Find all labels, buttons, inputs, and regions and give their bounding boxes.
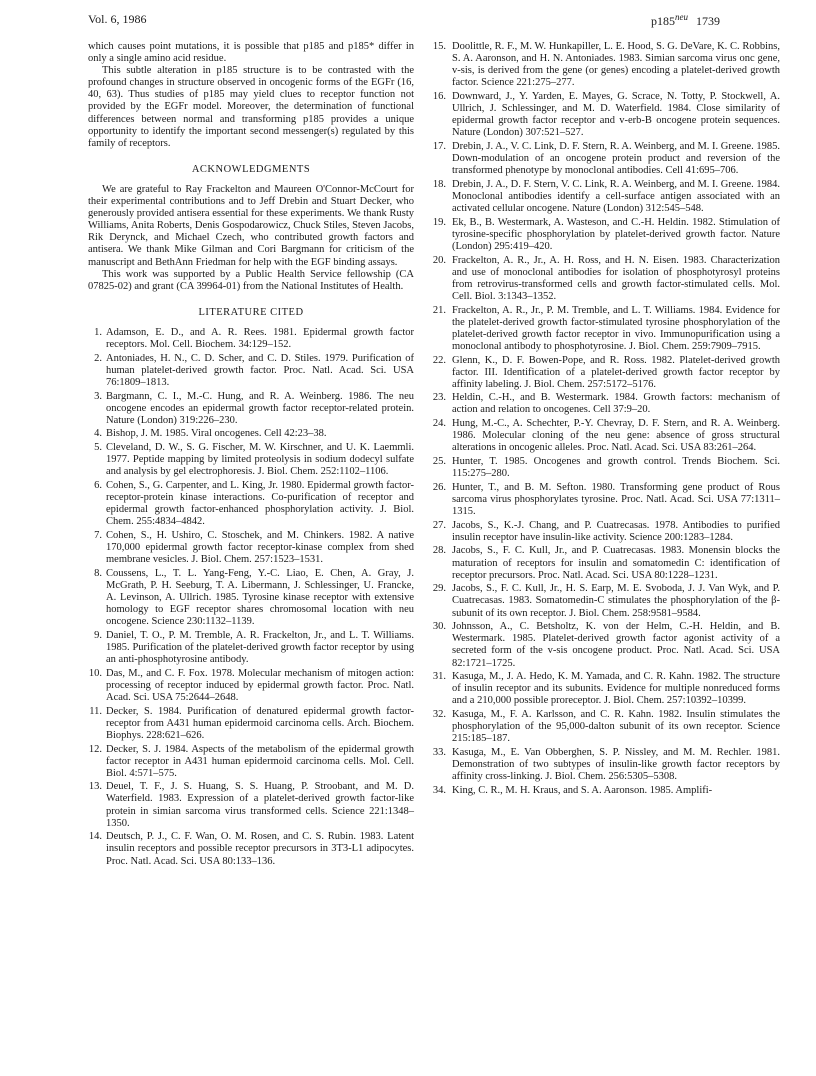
reference-text: Cohen, S., G. Carpenter, and L. King, Jr. 1980. Epidermal growth factor-receptor-protein kinase interactions. Co-purification of receptor and epidermal growth factor-enhanced phosphorylation activity. J. Biol. Chem. 255:4834–4842. [106,479,414,528]
reference-text: Jacobs, S., F. C. Kull, Jr., H. S. Earp, M. E. Svoboda, J. J. Van Wyk, and P. Cuatrecasas. 1983. Somatomedin-C stimulates the phosphorylation of the β-subunit of its own receptor. J. Biol. Chem. 258:9581–9584. [452,583,780,619]
reference-number: 1. [94,326,102,338]
page-number: 1739 [696,14,720,28]
reference-text: Decker, S. 1984. Purification of denatured epidermal growth factor-receptor from A431 human epidermoid carcinoma cells. Arch. Biochem. Biophys. 228:621–626. [106,705,414,741]
reference-text: Deutsch, P. J., C. F. Wan, O. M. Rosen, and C. S. Rubin. 1983. Latent insulin receptors and possible receptor precursors in 3T3-L1 adipocytes. Proc. Natl. Acad. Sci. USA 80:133–136. [106,831,414,867]
reference-item [430,41,780,89]
reference-text: Jacobs, S., K.-J. Chang, and P. Cuatrecasas. 1978. Antibodies to purified insulin receptor have insulin-like activity. Science 200:1283–1284. [452,519,780,543]
reference-number: 32. [432,709,446,721]
reference-text: Frackelton, A. R., Jr., A. H. Ross, and H. N. Eisen. 1983. Characterization and use of monoclonal antibodies for isolation of phosphotyrosyl proteins from retrovirus-transformed cells and growth factor-stimulated cells. Mol. Cell. Biol. 3:1343–1352. [452,254,780,302]
reference-number: 6. [94,479,102,491]
reference-item [88,428,414,440]
reference-list-right [430,41,780,797]
reference-text: Hung, M.-C., A. Schechter, P.-Y. Chevray, D. F. Stern, and R. A. Weinberg. 1986. Molecular cloning of the neu gene: absence of gross structural alterations in oncogenic alleles. Proc. Natl. Acad. Sci. USA 83:261–264. [452,418,780,454]
reference-item [88,668,414,704]
reference-item [88,442,414,478]
reference-item [430,179,780,215]
reference-text: Antoniades, H. N., C. D. Scher, and C. D. Stiles. 1979. Purification of human platelet-derived growth factor. Proc. Natl. Acad. Sci. USA 76:1809–1813. [106,352,414,388]
running-title [651,12,720,29]
reference-number: 26. [432,481,446,493]
reference-text: Coussens, L., T. L. Yang-Feng, Y.-C. Liao, E. Chen, A. Gray, J. McGrath, P. H. Seeburg, T. A. Libermann, J. Schlessinger, U. Francke, A. Levinson, A. Ullrich. 1985. Tyrosine kinase receptor with extensive homology to EGF receptor shares chromosomal location with neu oncogene. Science 230:1132–1139. [106,567,414,628]
acknowledgments-paragraph: This work was supported by a Public Health Service fellowship (CA 07825-02) and grant (CA 39964-01) from the National Institutes of Health. [88,268,414,292]
reference-number: 16. [432,90,446,102]
reference-text: Decker, S. J. 1984. Aspects of the metabolism of the epidermal growth factor receptor in A431 human epidermoid carcinoma cells. Mol. Cell. Biol. 4:571–575. [106,743,414,779]
reference-number: 24. [432,418,446,430]
reference-number: 14. [88,831,102,843]
reference-item [430,583,780,619]
reference-item [88,630,414,666]
acknowledgments-heading: ACKNOWLEDGMENTS [191,163,311,175]
reference-number: 29. [432,583,446,595]
reference-item [88,530,414,566]
reference-item [430,545,780,581]
reference-text: Downward, J., Y. Yarden, E. Mayes, G. Scrace, N. Totty, P. Stockwell, A. Ullrich, J. Schlessinger, and M. D. Waterfield. 1984. Close similarity of epidermal growth factor receptor and v-erb-B oncogene protein sequences. Nature (London) 307:521–527. [452,90,780,139]
reference-number: 18. [432,178,446,190]
reference-number: 7. [94,529,102,541]
reference-number: 4. [94,428,102,440]
reference-item [430,141,780,177]
reference-item [88,781,414,829]
reference-number: 34. [432,784,446,796]
reference-number: 9. [94,629,102,641]
reference-number: 27. [432,519,446,531]
reference-number: 13. [88,781,102,793]
reference-text: Deuel, T. F., J. S. Huang, S. S. Huang, P. Stroobant, and M. D. Waterfield. 1983. Expression of a platelet-derived growth factor-like protein in simian sarcoma virus transformed cells. Science 221:1348–1350. [106,781,414,829]
reference-text: King, C. R., M. H. Kraus, and S. A. Aaronson. 1985. Amplifi- [452,784,713,796]
reference-text: Daniel, T. O., P. M. Tremble, A. R. Frackelton, Jr., and L. T. Williams. 1985. Purification of the platelet-derived growth factor receptor by using an anti-phosphotyrosine antibody. [106,629,414,666]
reference-text: Das, M., and C. F. Fox. 1978. Molecular mechanism of mitogen action: processing of receptor induced by epidermal growth factor. Proc. Natl. Acad. Sci. USA 75:2644–2648. [106,667,414,703]
reference-number: 10. [88,667,102,679]
reference-number: 33. [432,746,446,758]
reference-item [430,621,780,669]
reference-text: Cohen, S., H. Ushiro, C. Stoschek, and M. Chinkers. 1982. A native 170,000 epidermal growth factor receptor-kinase complex from shed membrane vesicles. J. Biol. Chem. 257:1523–1531. [106,529,414,566]
reference-number: 12. [88,743,102,755]
reference-item [430,520,780,544]
reference-item [430,355,780,391]
reference-item [88,391,414,427]
reference-number: 22. [432,354,446,366]
reference-number: 20. [432,254,446,266]
reference-number: 31. [432,671,446,683]
reference-item [88,480,414,528]
reference-text: Doolittle, R. F., M. W. Hunkapiller, L. E. Hood, S. G. DeVare, K. C. Robbins, S. A. Aaronson, and H. N. Antoniades. 1983. Simian sarcoma virus onc gene, v-sis, is derived from the gene (or genes) encoding a platelet-derived growth factor. Science 221:275–277. [452,41,780,89]
reference-text: Glenn, K., D. F. Bowen-Pope, and R. Ross. 1982. Platelet-derived growth factor. III. Identification of a platelet-derived growth factor receptor by affinity labeling. J. Biol. Chem. 257:5172–5176. [452,354,780,390]
reference-item [88,831,414,867]
reference-item [430,255,780,303]
reference-item [430,456,780,480]
volume-label: Vol. 6, 1986 [88,12,147,26]
reference-number: 15. [432,41,446,52]
reference-text: Kasuga, M., E. Van Obberghen, S. P. Nissley, and M. M. Rechler. 1981. Demonstration of two subtypes of insulin-like growth factor receptors by affinity cross-linking. J. Biol. Chem. 256:5305–5308. [452,746,780,783]
reference-number: 25. [432,456,446,468]
reference-item [430,392,780,416]
reference-number: 23. [432,392,446,404]
reference-item [430,418,780,454]
reference-item [430,671,780,707]
reference-text: Drebin, J. A., V. C. Link, D. F. Stern, R. A. Weinberg, and M. I. Greene. 1985. Down-modulation of an oncogene protein product and reversion of the transformed phenotype by monoclonal antibodies. Cell 41:695–706. [452,140,780,177]
reference-text: Johnsson, A., C. Betsholtz, K. von der Helm, C.-H. Heldin, and B. Westermark. 1985. Platelet-derived growth factor agonist activity of a secreted form of the v-sis oncogene product. Proc. Natl. Acad. Sci. USA 82:1721–1725. [452,621,780,669]
body-paragraph: This subtle alteration in p185 structure is to be contrasted with the profound changes in structure observed in oncogenic forms of the EGFr (16, 40, 63). Thus studies of p185 may yield clues to receptor function not provided by the EGFr model. Moreover, the determination of functional differences between normal and transforming p185 provides a unique opportunity to identify the important second messenger(s) regulated by this family of receptors. [88,65,414,149]
reference-text: Cleveland, D. W., S. G. Fischer, M. W. Kirschner, and U. K. Laemmli. 1977. Peptide mapping by limited proteolysis in sodium dodecyl sulfate and analysis by gel electrophoresis. J. Biol. Chem. 252:1102–1106. [106,442,414,478]
reference-item [88,327,414,351]
body-paragraph: which causes point mutations, it is possible that p185 and p185* differ in only a single amino acid residue. [88,41,414,65]
right-column [430,41,780,799]
literature-heading: LITERATURE CITED [198,306,304,318]
reference-text: Drebin, J. A., D. F. Stern, V. C. Link, R. A. Weinberg, and M. I. Greene. 1984. Monoclonal antibodies identify a cell-surface antigen associated with an activated cellular oncogene. Nature (London) 312:545–548. [452,178,780,214]
reference-number: 30. [432,621,446,633]
reference-text: Ek, B., B. Westermark, A. Wasteson, and C.-H. Heldin. 1982. Stimulation of tyrosine-specific phosphorylation by platelet-derived growth factor. Nature (London) 295:419–420. [452,216,780,252]
running-title-sup: neu [675,12,688,22]
reference-number: 28. [432,545,446,557]
reference-number: 3. [94,390,102,402]
reference-item [430,91,780,139]
acknowledgments-paragraph: We are grateful to Ray Frackelton and Maureen O'Connor-McCourt for their experimental contributions and to Jeff Drebin and Stuart Decker, who generously provided antisera essential for these experiments. We thank Rusty Williams, Anita Roberts, Denis Gospodarowicz, Chuck Stiles, Steven Jacobs, Rik Derynck, and Michael Czech, who contributed growth factors and antisera. We thank Mike Gilman and Cori Bargmann for criticism of the manuscript and BethAnn Friedman for help with the EGF binding assays. [88,183,414,268]
reference-text: Heldin, C.-H., and B. Westermark. 1984. Growth factors: mechanism of action and relation to oncogenes. Cell 37:9–20. [452,392,780,416]
reference-number: 17. [432,140,446,152]
reference-number: 19. [432,216,446,228]
reference-text: Frackelton, A. R., Jr., P. M. Tremble, and L. T. Williams. 1984. Evidence for the platelet-derived growth factor-stimulated tyrosine phosphorylation of the platelet-derived growth factor receptor in vivo. Immunopurification using a monoclonal antibody to phosphotyrosine. J. Biol. Chem. 259:7909–7915. [452,304,780,352]
reference-item [88,706,414,742]
reference-text: Hunter, T. 1985. Oncogenes and growth control. Trends Biochem. Sci. 115:275–280. [452,456,780,480]
left-column [88,41,414,869]
reference-item [430,305,780,353]
reference-number: 2. [94,352,102,364]
reference-item [88,353,414,389]
reference-number: 21. [432,304,446,316]
reference-item [430,785,780,797]
reference-text: Hunter, T., and B. M. Sefton. 1980. Transforming gene product of Rous sarcoma virus phosphorylates tyrosine. Proc. Natl. Acad. Sci. USA 77:1311–1315. [452,481,780,517]
reference-item [430,217,780,253]
reference-number: 11. [89,705,102,717]
reference-item [430,482,780,518]
running-title-text: p185 [651,14,675,28]
reference-number: 5. [94,442,102,454]
reference-number: 8. [94,567,102,579]
reference-text: Kasuga, M., J. A. Hedo, K. M. Yamada, and C. R. Kahn. 1982. The structure of insulin receptor and its subunits. Evidence for multiple nonreduced forms and a 210,000 possible proreceptor. J. Biol. Chem. 257:10392–10399. [452,671,780,707]
reference-text: Bishop, J. M. 1985. Viral oncogenes. Cell 42:23–38. [106,428,327,440]
reference-list-left [88,327,414,868]
reference-item [88,568,414,628]
reference-text: Bargmann, C. I., M.-C. Hung, and R. A. Weinberg. 1986. The neu oncogene encodes an epidermal growth factor receptor-related protein. Nature (London) 319:226–230. [106,390,414,426]
reference-item [88,744,414,780]
reference-text: Kasuga, M., F. A. Karlsson, and C. R. Kahn. 1982. Insulin stimulates the phosphorylation of the 95,000-dalton subunit of its own receptor. Science 215:185–187. [452,709,780,745]
reference-text: Adamson, E. D., and A. R. Rees. 1981. Epidermal growth factor receptors. Mol. Cell. Biochem. 34:129–152. [106,326,414,350]
reference-text: Jacobs, S., F. C. Kull, Jr., and P. Cuatrecasas. 1983. Monensin blocks the maturation of receptors for insulin and somatomedin C: identification of receptor precursors. Proc. Natl. Acad. Sci. USA 80:1228–1231. [452,545,780,581]
running-header [88,12,720,32]
reference-item [430,709,780,745]
reference-item [430,747,780,783]
